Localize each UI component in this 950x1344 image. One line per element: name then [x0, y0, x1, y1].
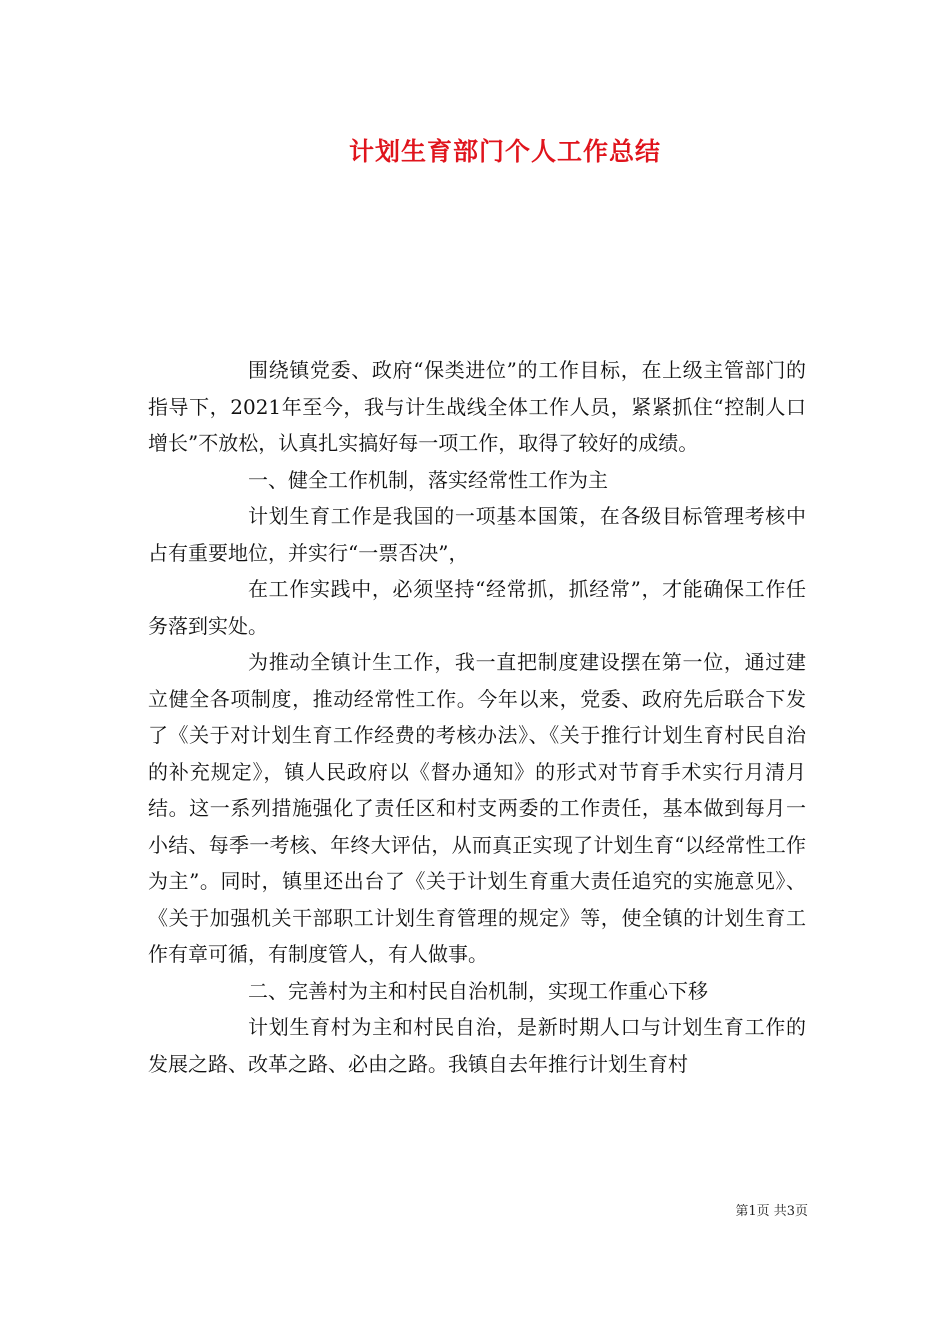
- document-body: [148, 352, 806, 1082]
- body-paragraph: 计划生育工作是我国的一项基本国策，在各级目标管理考核中占有重要地位，并实行“一票否决”，: [148, 504, 806, 565]
- page-number: 第1页 共3页: [735, 1204, 808, 1219]
- section-heading-2: 二、完善村为主和村民自治机制，实现工作重心下移: [248, 978, 708, 1003]
- document-title: 计划生育部门个人工作总结: [348, 137, 661, 166]
- intro-paragraph: 围绕镇党委、政府“保类进位”的工作目标，在上级主管部门的指导下，2021年至今，我与计生战线全体工作人员，紧紧抓住“控制人口增长”不放松，认真扎实搞好每一项工作，取得了较好的成绩。: [148, 358, 806, 455]
- body-paragraph: 为推动全镇计生工作，我一直把制度建设摆在第一位，通过建立健全各项制度，推动经常性工作。今年以来，党委、政府先后联合下发了《关于对计划生育工作经费的考核办法》、《关于推行计划生育村民自治的补充规定》，镇人民政府以《督办通知》的形式对节育手术实行月清月结。这一系列措施强化了责任区和村支两委的工作责任，基本做到每月一小结、每季一考核、年终大评估，从而真正实现了计划生育“以经常性工作为主”。同时，镇里还出台了《关于计划生育重大责任追究的实施意见》、《关于加强机关干部职工计划生育管理的规定》等，使全镇的计划生育工作有章可循，有制度管人，有人做事。: [148, 650, 806, 966]
- body-paragraph: 计划生育村为主和村民自治，是新时期人口与计划生育工作的发展之路、改革之路、必由之路。我镇自去年推行计划生育村: [148, 1015, 806, 1076]
- section-heading-1: 一、健全工作机制，落实经常性工作为主: [248, 467, 608, 492]
- body-paragraph: 在工作实践中，必须坚持“经常抓，抓经常”，才能确保工作任务落到实处。: [148, 577, 806, 638]
